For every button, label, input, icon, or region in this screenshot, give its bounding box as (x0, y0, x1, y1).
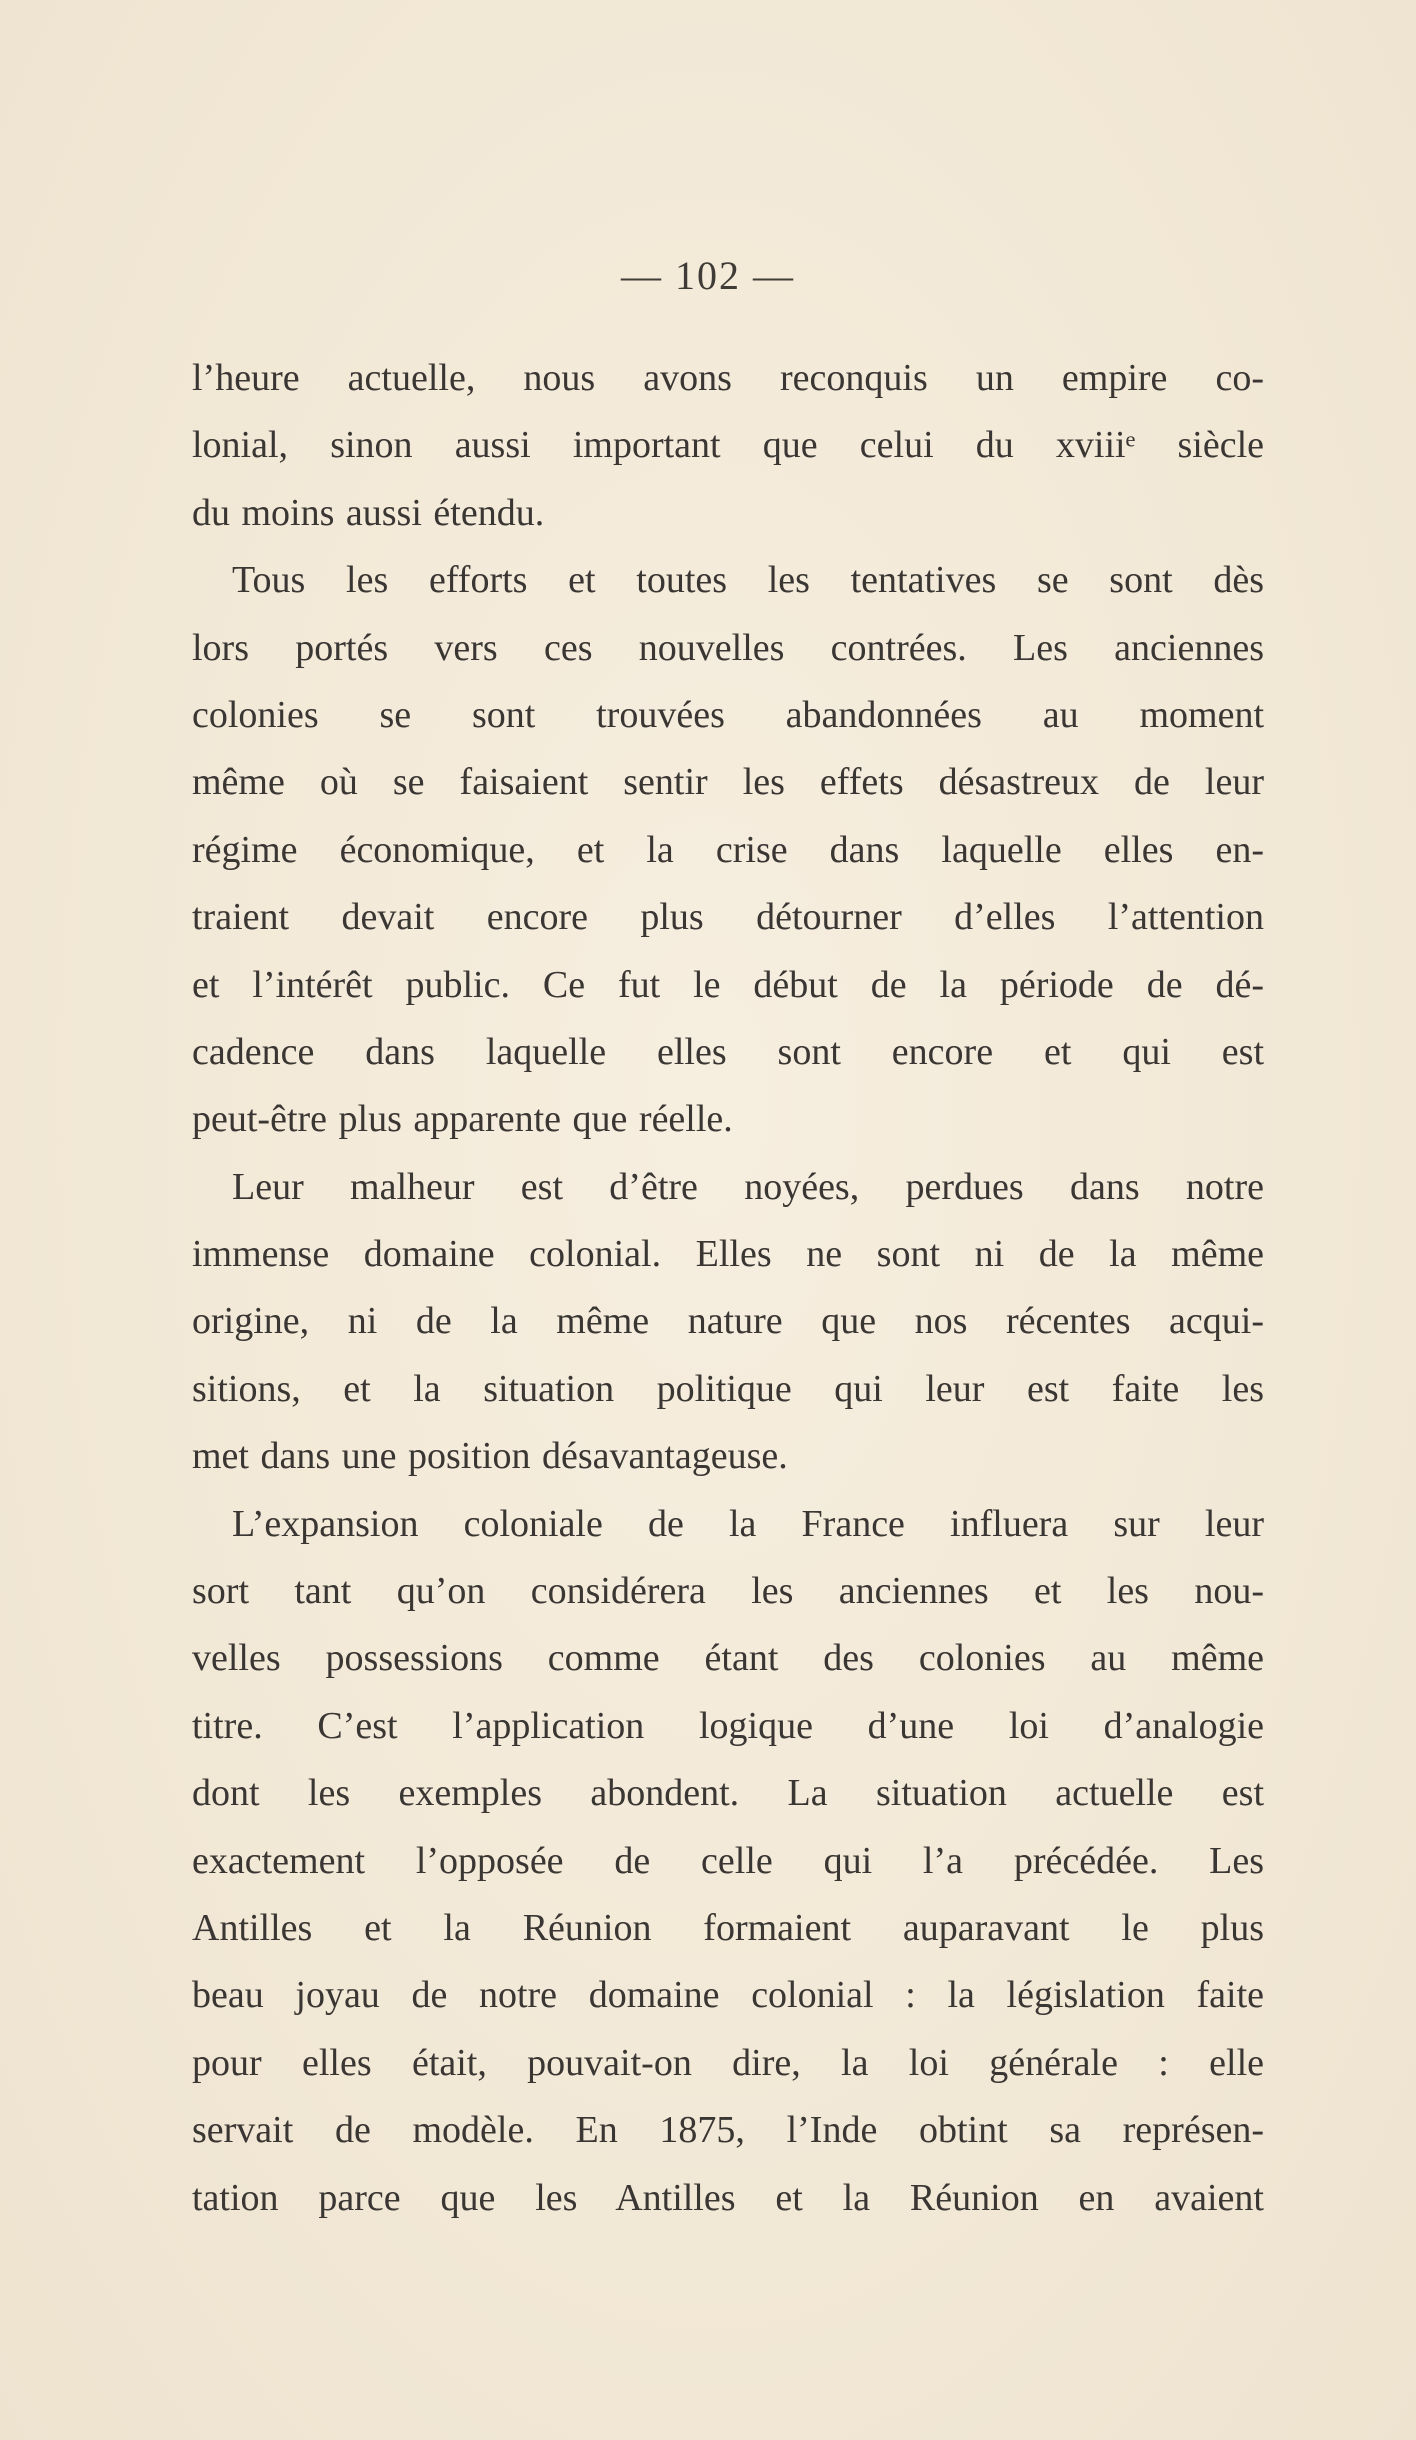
text-line: beau joyau de notre domaine colonial : la législation faite (192, 1974, 1264, 2017)
text-line: sitions, et la situation politique qui leur est faite les (192, 1367, 1264, 1410)
text-line: velles possessions comme étant des colonies au même (192, 1637, 1264, 1680)
text-line: titre. C’est l’application logique d’une loi d’analogie (192, 1704, 1264, 1747)
text-line: traient devait encore plus détourner d’elles l’attention (192, 896, 1264, 939)
text-line: Tous les efforts et toutes les tentatives se sont dès (232, 559, 1264, 602)
text-line: lonial, sinon aussi important que celui du xviiiᵉ siècle (192, 424, 1264, 467)
text-line: met dans une position désavantageuse. (192, 1435, 788, 1478)
text-line: cadence dans laquelle elles sont encore et qui est (192, 1030, 1264, 1073)
text-line: sort tant qu’on considérera les anciennes et les nou- (192, 1570, 1264, 1613)
text-line: lors portés vers ces nouvelles contrées. Les anciennes (192, 626, 1264, 669)
text-line: Leur malheur est d’être noyées, perdues dans notre (232, 1165, 1264, 1208)
text-line: Antilles et la Réunion formaient auparavant le plus (192, 1906, 1264, 1949)
text-line: peut-être plus apparente que réelle. (192, 1098, 733, 1141)
text-line: immense domaine colonial. Elles ne sont ni de la même (192, 1233, 1264, 1276)
text-line: colonies se sont trouvées abandonnées au moment (192, 693, 1264, 736)
page-number: — 102 — (621, 253, 795, 298)
text-line: tation parce que les Antilles et la Réunion en avaient (192, 2176, 1264, 2219)
text-line: régime économique, et la crise dans laquelle elles en- (192, 828, 1264, 871)
text-line: origine, ni de la même nature que nos récentes acqui- (192, 1300, 1264, 1343)
text-line: exactement l’opposée de celle qui l’a précédée. Les (192, 1839, 1264, 1882)
text-line: L’expansion coloniale de la France influera sur leur (232, 1502, 1264, 1545)
text-line: et l’intérêt public. Ce fut le début de la période de dé- (192, 963, 1264, 1006)
text-line: du moins aussi étendu. (192, 491, 545, 534)
body-text (192, 345, 1264, 2232)
text-line: dont les exemples abondent. La situation actuelle est (192, 1772, 1264, 1815)
text-line: servait de modèle. En 1875, l’Inde obtint sa représen- (192, 2109, 1264, 2152)
text-line: pour elles était, pouvait-on dire, la loi générale : elle (192, 2041, 1264, 2084)
text-line: même où se faisaient sentir les effets désastreux de leur (192, 761, 1264, 804)
text-line: l’heure actuelle, nous avons reconquis un empire co- (192, 357, 1264, 399)
